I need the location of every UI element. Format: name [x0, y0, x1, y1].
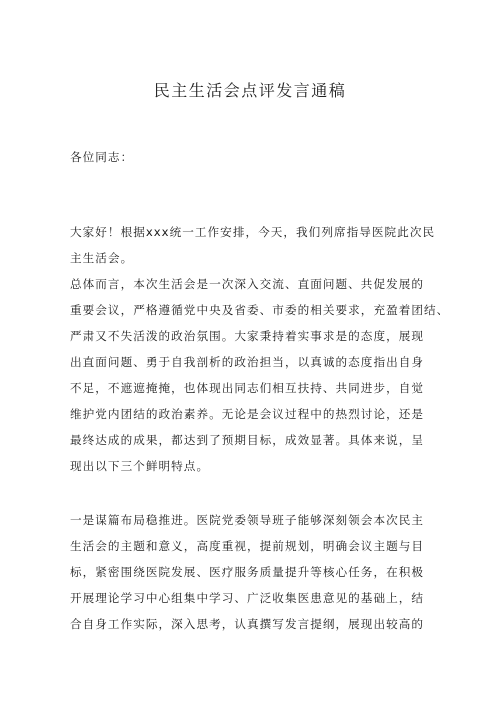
paragraph-line: 生活会的主题和意义，高度重视，提前规划，明确会议主题与目 [70, 539, 425, 553]
paragraph-line: 现出以下三个鲜明特点。 [70, 459, 210, 473]
paragraph-line: 重要会议，严格遵循党中央及省委、市委的相关要求，充盈着团结、 [70, 303, 450, 317]
paragraph-line: 开展理论学习中心组集中学习、广泛收集医患意见的基础上，结 [70, 591, 425, 605]
paragraph-line: 标，紧密围绕医院发展、医疗服务质量提升等核心任务，在积极 [70, 565, 425, 579]
paragraph-line: 大家好！根据xxx统一工作安排，今天，我们列席指导医院此次民 [70, 225, 436, 239]
paragraph-overview [70, 271, 450, 479]
paragraph-line: 最终达成的成果，都达到了预期目标，成效显著。具体来说，呈 [70, 433, 425, 447]
document-title: 民主生活会点评发言通稿 [153, 81, 347, 100]
paragraph-line: 严肃又不失活泼的政治氛围。大家秉持着实事求是的态度，展现 [70, 329, 425, 343]
paragraph-point-one [70, 507, 436, 637]
paragraph-line: 维护党内团结的政治素养。无论是会议过程中的热烈讨论，还是 [70, 407, 425, 421]
paragraph-line: 主生活会。 [70, 251, 134, 265]
paragraph-line: 一是谋篇布局稳推进。医院党委领导班子能够深刻领会本次民主 [70, 513, 425, 527]
paragraph-line: 总体而言，本次生活会是一次深入交流、直面问题、共促发展的 [70, 277, 425, 291]
paragraph-opening [70, 219, 436, 271]
paragraph-line: 合自身工作实际，深入思考，认真撰写发言提纲，展现出较高的 [70, 617, 425, 631]
greeting [70, 144, 436, 170]
paragraph-line: 出直面问题、勇于自我剖析的政治担当，以真诚的态度指出自身 [70, 355, 425, 369]
greeting-text: 各位同志： [70, 150, 134, 164]
paragraph-line: 不足，不遮遮掩掩，也体现出同志们相互扶持、共同进步，自觉 [70, 381, 425, 395]
